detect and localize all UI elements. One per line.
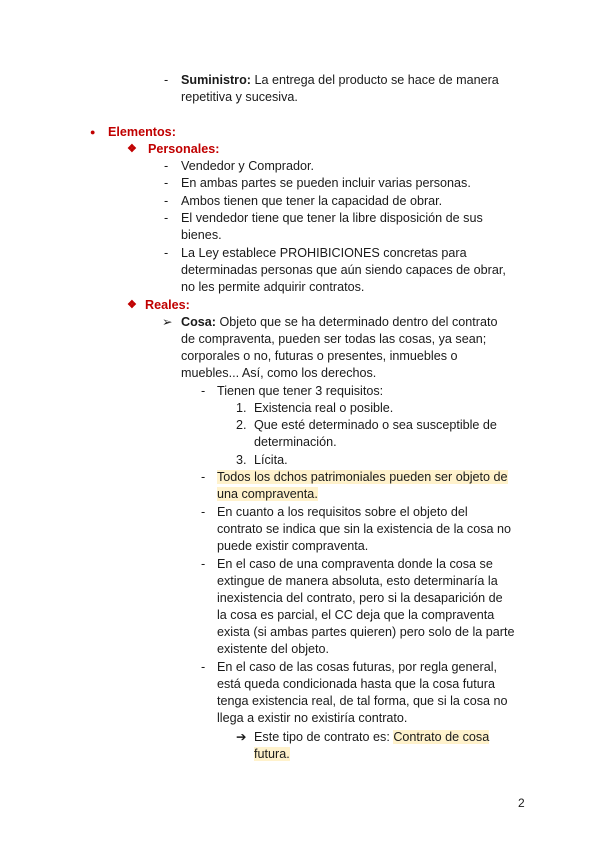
reales-heading: Reales: <box>145 298 190 312</box>
futuras-line-2: está queda condicionada hasta que la cosa futura <box>217 677 495 691</box>
personales-item-3: Ambos tienen que tener la capacidad de obrar. <box>181 194 443 208</box>
en-el-caso-line-4: la cosa es parcial, el CC deja que la compraventa <box>217 608 495 622</box>
dash-icon: - <box>201 505 206 519</box>
en-el-caso-line-5: exista (si ambas partes quieren) pero solo de la parte <box>217 625 515 639</box>
red-dot-icon: ● <box>90 127 96 137</box>
cosa-term: Cosa: <box>181 315 216 329</box>
cosa-line-4: muebles... Así, como los derechos. <box>181 366 377 380</box>
suministro-text: La entrega del producto se hace de manera <box>250 73 499 87</box>
cosa-text: Objeto que se ha determinado dentro del contrato <box>216 315 498 329</box>
suministro-line-1 <box>181 72 499 89</box>
futuras-line-1: En el caso de las cosas futuras, por regla general, <box>217 660 498 674</box>
diamond-icon: ❖ <box>127 143 137 155</box>
requisito-2-line-2: determinación. <box>254 435 337 449</box>
futuras-line-4: llega a existir no existiría contrato. <box>217 711 408 725</box>
dash-icon: - <box>164 194 169 208</box>
personales-item-2: En ambas partes se pueden incluir varias personas. <box>181 176 471 190</box>
arrow-note-line-1 <box>254 729 489 746</box>
cosa-line-2: de compraventa, pueden ser todas las cosas, ya sean; <box>181 332 487 346</box>
futuras-line-3: tenga existencia real, de tal forma, que si la cosa no <box>217 694 508 708</box>
highlighted-text: una compraventa. <box>217 487 318 501</box>
arrow-icon: ➔ <box>236 730 247 744</box>
cosa-line-1 <box>181 314 497 331</box>
highlighted-text: Contrato de cosa <box>393 730 490 744</box>
personales-item-5-line-3: no les permite adquirir contratos. <box>181 280 365 294</box>
suministro-term: Suministro: <box>181 73 251 87</box>
personales-item-4-line-1: El vendedor tiene que tener la libre disposición de sus <box>181 211 483 225</box>
en-cuanto-line-2: contrato se indica que sin la existencia de la cosa no <box>217 522 512 536</box>
requisito-3: Lícita. <box>254 453 288 467</box>
page-number: 2 <box>518 796 525 810</box>
dash-icon: - <box>201 384 206 398</box>
en-el-caso-line-6: existente del objeto. <box>217 642 330 656</box>
en-el-caso-line-2: extingue de manera absoluta, esto determinaría la <box>217 574 498 588</box>
diamond-icon: ❖ <box>127 299 137 311</box>
requisito-2-line-1: Que esté determinado o sea susceptible de <box>254 418 497 432</box>
dash-icon: - <box>164 159 169 173</box>
en-cuanto-line-3: puede existir compraventa. <box>217 539 369 553</box>
dash-icon: - <box>164 176 169 190</box>
en-el-caso-line-3: inexistencia del contrato, pero si la desaparición de <box>217 591 503 605</box>
suministro-line-2: repetitiva y sucesiva. <box>181 90 298 104</box>
cosa-line-3: corporales o no, futuras o presentes, inmuebles o <box>181 349 458 363</box>
arrowhead-icon: ➢ <box>162 315 173 329</box>
en-el-caso-line-1: En el caso de una compraventa donde la cosa se <box>217 557 493 571</box>
dash-icon: - <box>201 470 206 484</box>
requisito-number: 2. <box>236 418 247 432</box>
arrow-note-prefix: Este tipo de contrato es: <box>254 730 394 744</box>
requisitos-intro: Tienen que tener 3 requisitos: <box>217 384 384 398</box>
dchos-line-2 <box>217 486 318 503</box>
dash-icon: - <box>201 660 206 674</box>
dash-icon: - <box>201 557 206 571</box>
requisito-number: 1. <box>236 401 247 415</box>
requisito-1: Existencia real o posible. <box>254 401 394 415</box>
dash-icon: - <box>164 211 169 225</box>
highlighted-text: Todos los dchos patrimoniales pueden ser objeto de <box>217 470 508 484</box>
elementos-heading: Elementos: <box>108 125 176 139</box>
arrow-note-line-2 <box>254 746 290 763</box>
personales-item-1: Vendedor y Comprador. <box>181 159 315 173</box>
dash-icon: - <box>164 246 169 260</box>
personales-heading: Personales: <box>148 142 220 156</box>
requisito-number: 3. <box>236 453 247 467</box>
dchos-line-1 <box>217 469 508 486</box>
en-cuanto-line-1: En cuanto a los requisitos sobre el objeto del <box>217 505 468 519</box>
personales-item-4-line-2: bienes. <box>181 228 222 242</box>
highlighted-text: futura. <box>254 747 290 761</box>
dash-icon: - <box>164 73 169 87</box>
personales-item-5-line-1: La Ley establece PROHIBICIONES concretas para <box>181 246 467 260</box>
personales-item-5-line-2: determinadas personas que aún siendo capaces de obrar, <box>181 263 506 277</box>
